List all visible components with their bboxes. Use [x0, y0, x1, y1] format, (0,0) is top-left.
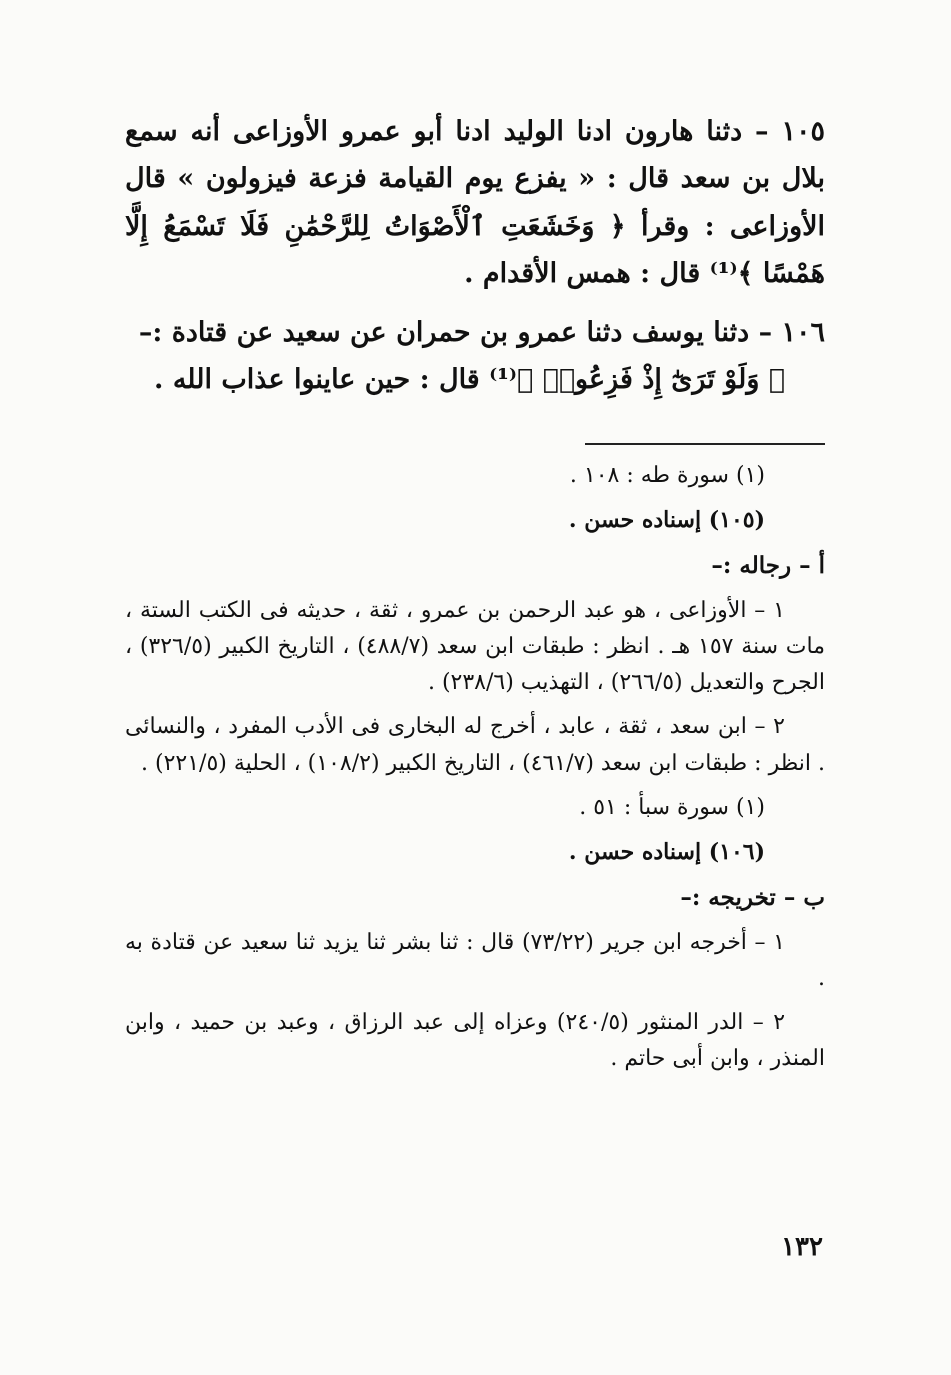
footnote-saba: (١) سورة سبأ : ٥١ .	[579, 795, 765, 821]
hadith-105-line-3: ﴿ وَخَشَعَتِ ٱلْأَصْوَاتُ لِلرَّحْمَٰنِ فَلَا تَسْمَعُ إِلَّا هَمْسًا ﴾⁽¹⁾ قال : همس	[125, 210, 825, 289]
hadith-106-line-1: ١٠٦ – دثنا يوسف دثنا عمرو بن حمران عن سعيد عن قتادة :–	[138, 317, 825, 348]
rijal-2: ٢ – ابن سعد ، ثقة ، عابد ، أخرج له البخارى فى الأدب المفرد ، والنسائى . انظر : طبقات ابن سعد (٤٦١/٧) ، التاريخ الكبير (١٠٨/٢) ، الحلية (٢٢١/٥) .	[125, 714, 825, 776]
footnote-divider	[585, 443, 825, 445]
takhrij-heading: ب – تخريجه :–	[680, 883, 825, 911]
takhrij-2: ٢ – الدر المنثور (٢٤٠/٥) وعزاه إلى عبد الرزاق ، وعبد بن حميد ، وابن المنذر ، وابن أبى حاتم .	[125, 1010, 825, 1072]
hadith-106-line-2: ﴿ وَلَوْ تَرَىٰٓ إِذْ فَزِعُوا۟ ﴾⁽¹⁾ قال : حين عاينوا عذاب الله .	[154, 364, 785, 396]
notes-section	[125, 458, 825, 1086]
rijal-heading: أ – رجاله :–	[711, 551, 825, 579]
main-text	[125, 108, 825, 416]
page-number: ١٣٢	[781, 1232, 823, 1262]
hadith-106	[125, 309, 825, 404]
isnad-105: (١٠٥) إسناده حسن .	[568, 507, 765, 534]
takhrij-1: ١ – أخرجه ابن جرير (٧٣/٢٢) قال : ثنا بشر ثنا يزيد ثنا سعيد عن قتادة به .	[125, 929, 825, 991]
isnad-106: (١٠٦) إسناده حسن .	[568, 839, 765, 866]
hadith-105-line-1: ١٠٥ – دثنا هارون ادنا الوليد ادنا أبو عمرو الأوزاعى أنه سمع بلال	[125, 116, 825, 195]
hadith-105	[125, 108, 825, 297]
hadith-105-line-4: الأقدام .	[464, 257, 558, 289]
hadith-105-line-2: بن سعد قال : « يفزع يوم القيامة فزعة فيزولون » قال الأوزاعى : وقرأ	[125, 163, 826, 242]
footnote-taha: (١) سورة طه : ١٠٨ .	[569, 463, 765, 488]
rijal-1: ١ – الأوزاعى ، هو عبد الرحمن بن عمرو ، ثقة ، حديثه فى الكتب الستة ، مات سنة ١٥٧ هـ . انظر : طبقات ابن سعد (٤٨٨/٧) ، التاريخ الكبير (٣٢٦/٥) ، الجرح والتعديل (٢٦٦/٥) ، التهذيب (٢٣٨/٦) .	[125, 597, 825, 696]
